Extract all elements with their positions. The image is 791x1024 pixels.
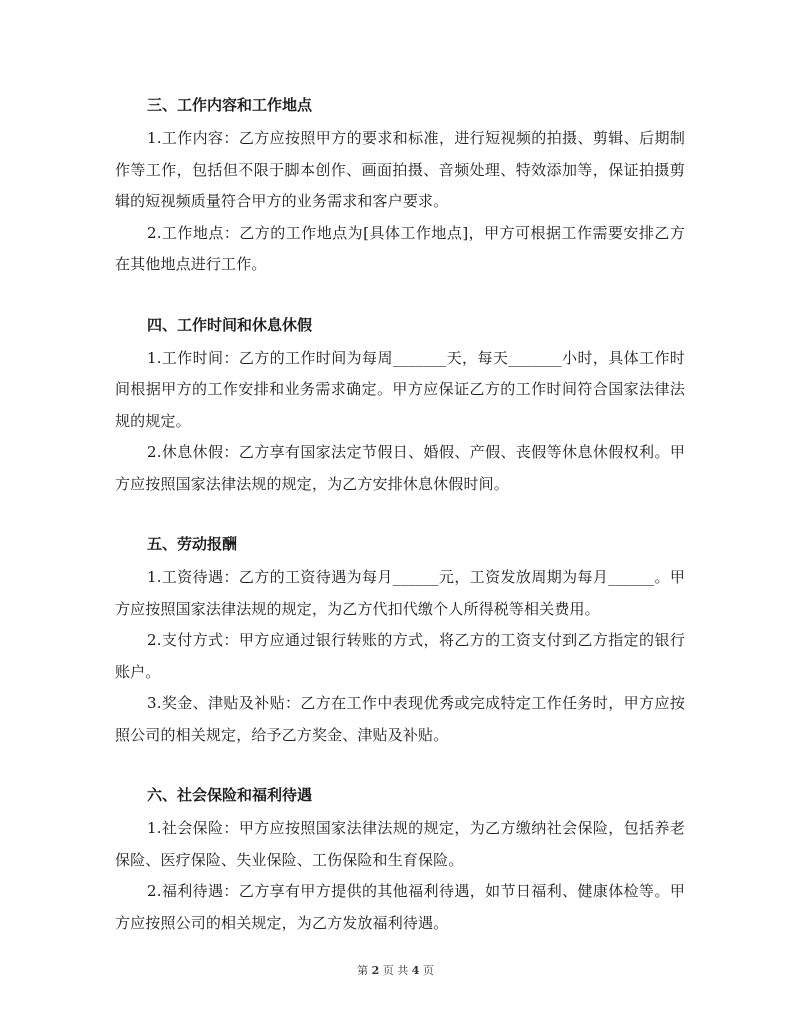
section-heading: 三、工作内容和工作地点	[147, 96, 313, 114]
section-insurance-welfare	[115, 780, 685, 939]
paragraph: 1.工作时间：乙方的工作时间为每周_______天，每天_______小时，具体工作时间根据甲方的工作安排和业务需求确定。甲方应保证乙方的工作时间符合国家法律法规的规定。	[115, 348, 685, 430]
footer-suffix: 页	[422, 964, 434, 977]
section-heading: 五、劳动报酬	[147, 535, 238, 553]
section-heading: 六、社会保险和福利待遇	[147, 786, 313, 804]
section-work-content-location	[115, 90, 685, 281]
section-heading: 四、工作时间和休息休假	[147, 315, 313, 334]
paragraph: 2.工作地点：乙方的工作地点为[具体工作地点]，甲方可根据工作需要安排乙方在其他地点进行工作。	[115, 223, 685, 273]
paragraph: 2.福利待遇：乙方享有甲方提供的其他福利待遇，如节日福利、健康体检等。甲方应按照公司的相关规定，为乙方发放福利待遇。	[115, 882, 685, 932]
paragraph: 1.工作内容：乙方应按照甲方的要求和标准，进行短视频的拍摄、剪辑、后期制作等工作，包括但不限于脚本创作、画面拍摄、音频处理、特效添加等，保证拍摄剪辑的短视频质量符合甲方的业务需求和客户要求。	[115, 129, 685, 210]
section-remuneration	[115, 529, 685, 751]
section-work-time-leave	[115, 310, 685, 501]
paragraph: 3.奖金、津贴及补贴：乙方在工作中表现优秀或完成特定工作任务时，甲方应按照公司的相关规定，给予乙方奖金、津贴及补贴。	[115, 694, 685, 744]
paragraph: 2.支付方式：甲方应通过银行转账的方式，将乙方的工资支付到乙方指定的银行账户。	[115, 631, 685, 681]
total-pages-number: 4	[411, 964, 420, 977]
current-page-number: 2	[371, 964, 380, 977]
paragraph: 1.社会保险：甲方应按照国家法律法规的规定，为乙方缴纳社会保险，包括养老保险、医疗保险、失业保险、工伤保险和生育保险。	[115, 819, 685, 869]
footer-prefix: 第	[357, 964, 369, 977]
page-footer	[0, 962, 791, 978]
footer-middle: 页 共	[382, 964, 409, 977]
document-body	[115, 90, 685, 968]
paragraph: 1.工资待遇：乙方的工资待遇为每月______元，工资发放周期为每月______。甲方应按照国家法律法规的规定，为乙方代扣代缴个人所得税等相关费用。	[115, 568, 685, 618]
paragraph: 2.休息休假：乙方享有国家法定节假日、婚假、产假、丧假等休息休假权利。甲方应按照国家法律法规的规定，为乙方安排休息休假时间。	[115, 443, 685, 493]
